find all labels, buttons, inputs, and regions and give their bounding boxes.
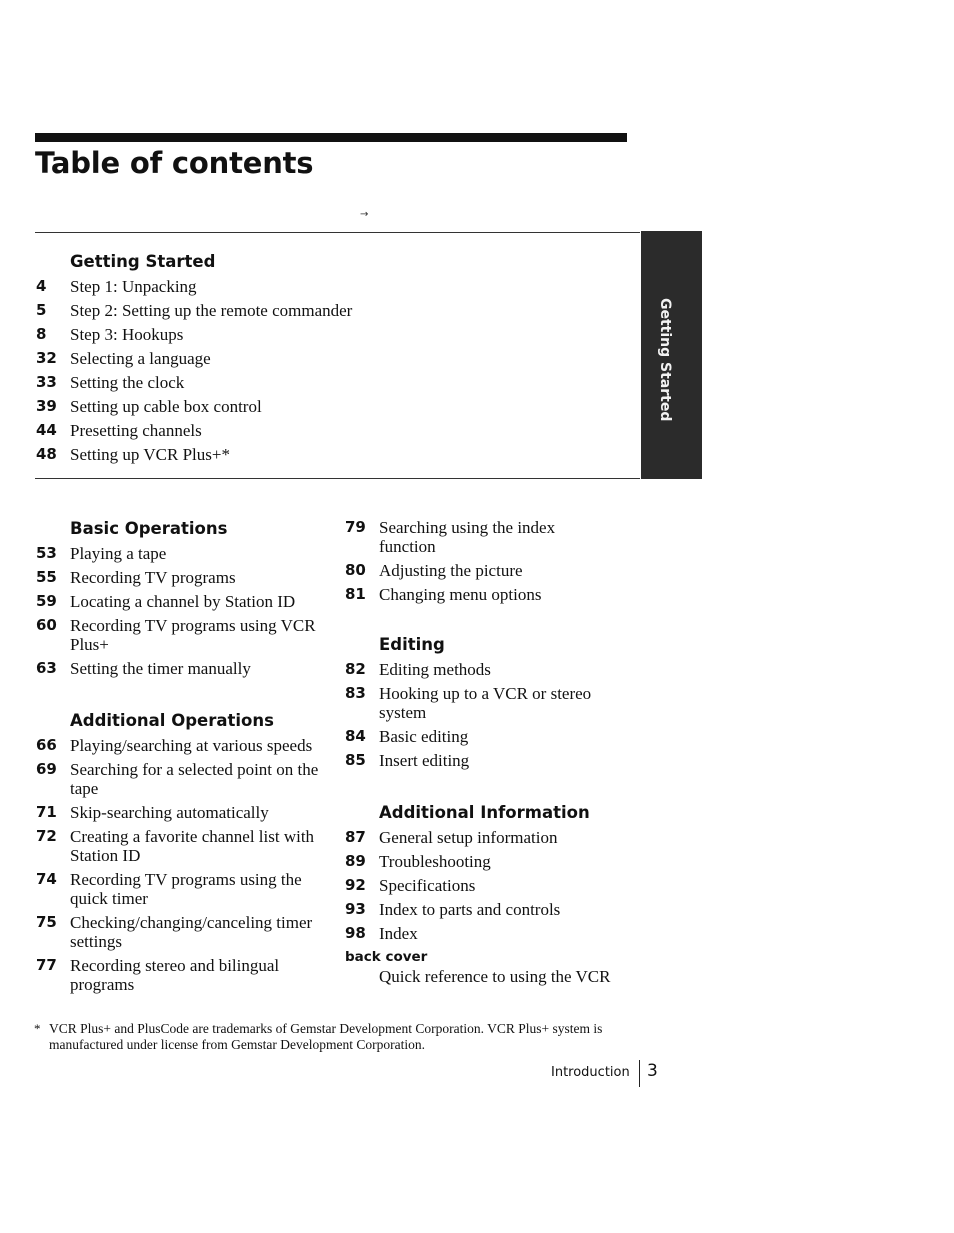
toc-entry-title: Searching using the index function (379, 518, 556, 556)
toc-list-additional-information (345, 828, 635, 943)
toc-entry[interactable] (36, 736, 326, 755)
toc-entry-title: Presetting channels (70, 421, 202, 440)
footnote-text: VCR Plus+ and PlusCode are trademarks of Gemstar Development Corporation. VCR Plus+ system is manufactured under license from Gemstar Development Corporation. (49, 1021, 603, 1052)
toc-entry[interactable] (36, 568, 326, 587)
toc-page-number: 72 (36, 827, 57, 845)
toc-entry-title: Hooking up to a VCR or stereo system (379, 684, 592, 722)
back-cover-entry[interactable]: Quick reference to using the VCR (379, 967, 611, 986)
toc-entry[interactable] (345, 684, 625, 722)
toc-entry[interactable] (36, 592, 326, 611)
toc-page-number: 92 (345, 876, 366, 894)
toc-page-number: 53 (36, 544, 57, 562)
toc-page-number: 66 (36, 736, 57, 754)
toc-entry-title: Adjusting the picture (379, 561, 523, 580)
section-additional-operations (36, 711, 326, 999)
folio-page-number: 3 (647, 1061, 658, 1081)
toc-page-number: 93 (345, 900, 366, 918)
toc-entry-title: Setting the timer manually (70, 659, 251, 678)
section-rule-bottom (35, 478, 640, 479)
toc-entry-title: Step 2: Setting up the remote commander (70, 301, 353, 320)
back-cover-label: back cover (345, 949, 428, 965)
toc-entry[interactable] (36, 349, 596, 368)
toc-entry-title: Recording TV programs using VCR Plus+ (70, 616, 316, 654)
section-editing (345, 635, 625, 775)
toc-entry-title: Index (379, 924, 418, 943)
toc-page-number: 75 (36, 913, 57, 931)
toc-entry-title: Selecting a language (70, 349, 211, 368)
toc-entry-title: General setup information (379, 828, 558, 847)
toc-page-number: 63 (36, 659, 57, 677)
toc-entry-title: Troubleshooting (379, 852, 491, 871)
section-basic-operations (36, 519, 326, 683)
toc-entry-title: Changing menu options (379, 585, 542, 604)
toc-page-number: 79 (345, 518, 366, 536)
title-rule-bar (35, 133, 627, 142)
toc-page-number: 55 (36, 568, 57, 586)
footnote (34, 1021, 614, 1053)
toc-entry[interactable] (36, 913, 326, 951)
toc-page-number: 44 (36, 421, 57, 439)
toc-entry[interactable] (345, 852, 635, 871)
toc-page-number: 77 (36, 956, 57, 974)
toc-page-number: 32 (36, 349, 57, 367)
toc-entry[interactable] (345, 876, 635, 895)
folio-section-label: Introduction (551, 1065, 630, 1080)
toc-entry[interactable] (36, 277, 596, 296)
toc-entry[interactable] (36, 544, 326, 563)
footnote-mark: * (34, 1021, 41, 1036)
toc-list-basic-operations-continued (345, 518, 605, 604)
folio-divider (639, 1060, 640, 1087)
toc-entry[interactable] (36, 301, 596, 320)
toc-entry[interactable] (345, 900, 635, 919)
toc-page-number: 59 (36, 592, 57, 610)
toc-entry[interactable] (36, 827, 326, 865)
toc-entry[interactable] (345, 561, 605, 580)
toc-page-number: 33 (36, 373, 57, 391)
toc-entry-title: Playing a tape (70, 544, 167, 563)
toc-entry[interactable] (36, 803, 326, 822)
toc-entry[interactable] (36, 760, 326, 798)
toc-page-number: 80 (345, 561, 366, 579)
side-tab-label: Getting Started (657, 298, 673, 422)
toc-list-basic-operations (36, 544, 326, 678)
toc-page-number: 48 (36, 445, 57, 463)
toc-entry-title: Locating a channel by Station ID (70, 592, 296, 611)
toc-entry[interactable] (345, 585, 605, 604)
toc-entry-title: Step 1: Unpacking (70, 277, 197, 296)
section-getting-started (36, 252, 596, 469)
toc-entry-title: Specifications (379, 876, 476, 895)
toc-entry[interactable] (36, 373, 596, 392)
toc-page-number: 8 (36, 325, 47, 343)
toc-entry[interactable] (36, 445, 596, 464)
toc-entry[interactable] (36, 659, 326, 678)
page-title: Table of contents (35, 146, 314, 180)
toc-page-number: 84 (345, 727, 366, 745)
toc-entry-title: Index to parts and controls (379, 900, 561, 919)
toc-entry[interactable] (345, 660, 625, 679)
toc-page-number: 74 (36, 870, 57, 888)
toc-list-editing (345, 660, 625, 770)
scan-mark: → (360, 209, 369, 220)
toc-page-number: 71 (36, 803, 57, 821)
section-title-getting-started: Getting Started (70, 252, 216, 271)
toc-entry[interactable] (36, 956, 326, 994)
section-title-additional-information: Additional Information (379, 803, 590, 822)
toc-entry[interactable] (345, 828, 635, 847)
section-additional-information (345, 803, 635, 986)
section-title-additional-operations: Additional Operations (70, 711, 274, 730)
toc-entry-title: Recording stereo and bilingual programs (70, 956, 280, 994)
toc-page-number: 85 (345, 751, 366, 769)
toc-page-number: 87 (345, 828, 366, 846)
toc-entry-title: Insert editing (379, 751, 470, 770)
toc-page-number: 89 (345, 852, 366, 870)
toc-entry-title: Basic editing (379, 727, 469, 746)
toc-entry[interactable] (36, 421, 596, 440)
toc-list-getting-started (36, 277, 596, 464)
toc-entry[interactable] (36, 325, 596, 344)
toc-page-number: 60 (36, 616, 57, 634)
toc-entry-title: Skip-searching automatically (70, 803, 269, 822)
toc-page-number: 83 (345, 684, 366, 702)
toc-entry-title: Playing/searching at various speeds (70, 736, 313, 755)
toc-entry[interactable] (345, 727, 625, 746)
toc-entry[interactable] (36, 397, 596, 416)
toc-page-number: 82 (345, 660, 366, 678)
toc-entry-title: Creating a favorite channel list with Station ID (70, 827, 315, 865)
section-title-editing: Editing (379, 635, 445, 654)
toc-page-number: 5 (36, 301, 47, 319)
toc-entry-title: Step 3: Hookups (70, 325, 184, 344)
toc-entry[interactable] (345, 924, 635, 943)
toc-entry[interactable] (36, 616, 326, 654)
toc-entry-title: Searching for a selected point on the tape (70, 760, 319, 798)
toc-page-number: 39 (36, 397, 57, 415)
toc-entry[interactable] (345, 518, 605, 556)
toc-entry-title: Setting the clock (70, 373, 185, 392)
section-rule-top (35, 232, 640, 233)
toc-page-number: 69 (36, 760, 57, 778)
toc-entry[interactable] (345, 751, 625, 770)
toc-entry[interactable] (36, 870, 326, 908)
toc-entry-title: Setting up VCR Plus+* (70, 445, 230, 464)
toc-page-number: 98 (345, 924, 366, 942)
toc-entry-title: Recording TV programs using the quick timer (70, 870, 302, 908)
toc-entry-title: Checking/changing/canceling timer settings (70, 913, 313, 951)
toc-page-number: 4 (36, 277, 47, 295)
section-basic-operations-continued (345, 518, 605, 609)
toc-entry-title: Editing methods (379, 660, 491, 679)
toc-entry-title: Setting up cable box control (70, 397, 262, 416)
toc-page-number: 81 (345, 585, 366, 603)
toc-entry-title: Recording TV programs (70, 568, 236, 587)
section-title-basic-operations: Basic Operations (70, 519, 228, 538)
toc-list-additional-operations (36, 736, 326, 994)
